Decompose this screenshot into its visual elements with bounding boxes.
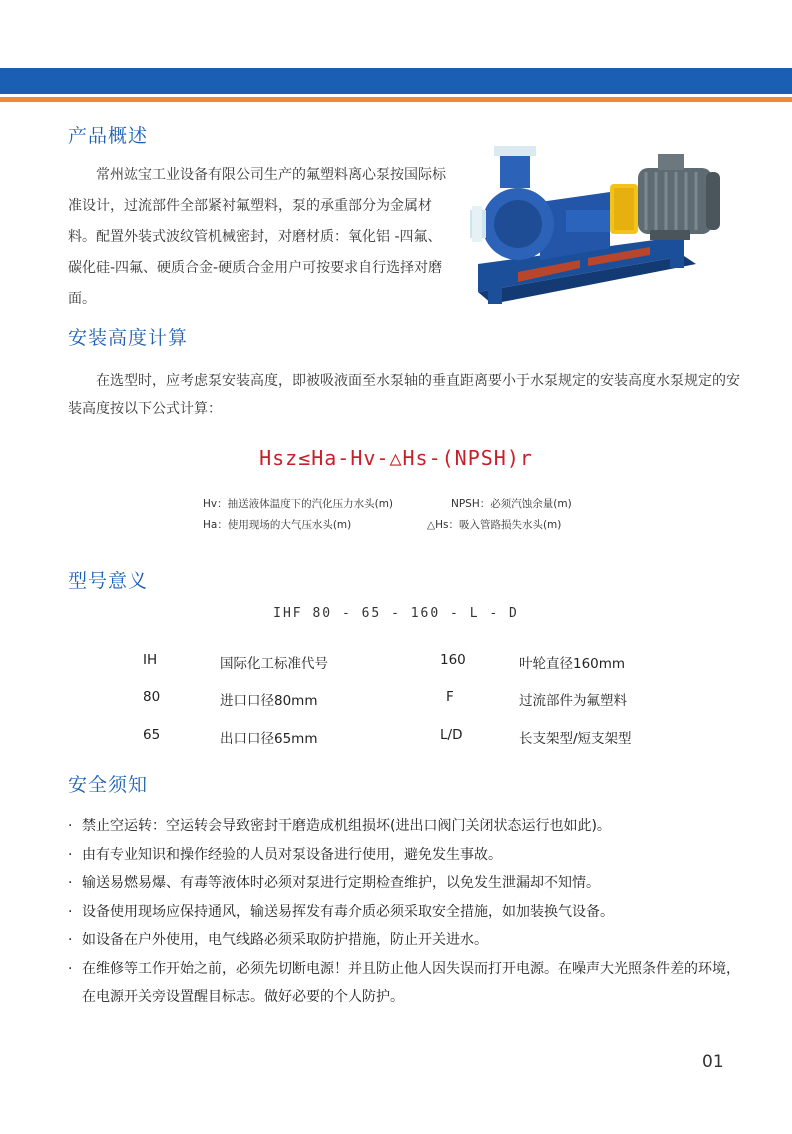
model-desc-cell: 进口口径80mm [220,693,318,709]
formula-note-dhs: △Hs：吸入管路损失水头(m) [427,519,562,531]
model-code-cell: 65 [143,727,161,743]
model-desc-cell: 叶轮直径160mm [519,656,626,672]
formula-note-npsh: NPSH：必须汽蚀余量(m) [451,498,572,510]
model-heading: 型号意义 [68,570,149,592]
model-code-cell: IH [143,652,158,668]
overview-line: 用户可按要求自行选择对磨面。 [68,260,443,307]
model-code-cell: F [446,689,454,705]
model-code: IHF 80 - 65 - 160 - L - D [273,606,519,621]
installation-line: 在选型时，应考虑泵安装高度，即被吸液面至水泵轴的垂直距离要小于水泵规定的安装高度 [96,373,656,389]
model-desc-cell: 长支架型/短支架型 [519,731,632,747]
model-desc-cell: 出口口径65mm [220,731,318,747]
pump-product-image [470,132,730,314]
overview-line: 质：氧化铝 -四氟、碳化硅-四氟、硬质合金-硬质合金 [68,229,442,276]
safety-item: · 设备使用现场应保持通风，输送易挥发有毒介质必须采取安全措施，如加装换气设备。 [68,898,748,927]
model-code-cell: 160 [440,652,466,668]
installation-formula: Hsz≤Ha-Hv-△Hs-(NPSH)r [259,446,533,470]
safety-item: · 在维修等工作开始之前，必须先切断电源！并且防止他人因失误而打开电源。在噪声大光照条件差的环境，在电源开关旁设置醒目标志。做好必要的个人防护。 [68,955,748,1012]
overview-line: 部分为金属材料。配置外装式波纹管机械密封，对磨材 [68,198,432,245]
installation-heading: 安装高度计算 [68,327,189,349]
safety-item: · 输送易燃易爆、有毒等液体时必须对泵进行定期检查维护，以免发生泄漏却不知情。 [68,869,748,898]
header-band-blue [0,68,792,94]
safety-item: · 由有专业知识和操作经验的人员对泵设备进行使用，避免发生事故。 [68,841,748,870]
model-code-cell: L/D [440,727,463,743]
safety-list [68,812,748,1012]
formula-note-hv: Hv：抽送液体温度下的汽化压力水头(m) [203,498,394,510]
model-code-cell: 80 [143,689,161,705]
header-band-orange [0,97,792,102]
installation-text [68,367,748,423]
installation-line: 水泵规定的安装高度按以下公式计算： [68,373,740,417]
page-number: 01 [702,1052,724,1072]
model-desc-cell: 过流部件为氟塑料 [519,693,627,709]
overview-line: 按国际标准设计，过流部件全部紧衬氟塑料，泵的承重 [68,167,446,214]
formula-note-ha: Ha：使用现场的大气压水头(m) [203,519,352,531]
model-desc-cell: 国际化工标准代号 [220,656,328,672]
safety-heading: 安全须知 [68,774,149,796]
overview-heading: 产品概述 [68,125,149,147]
safety-item: · 禁止空运转：空运转会导致密封干磨造成机组损坏(进出口阀门关闭状态运行也如此)。 [68,812,748,841]
safety-item: · 如设备在户外使用，电气线路必须采取防护措施，防止开关进水。 [68,926,748,955]
overview-line: 常州竑宝工业设备有限公司生产的氟塑料离心泵 [96,167,390,183]
overview-text [68,160,448,315]
